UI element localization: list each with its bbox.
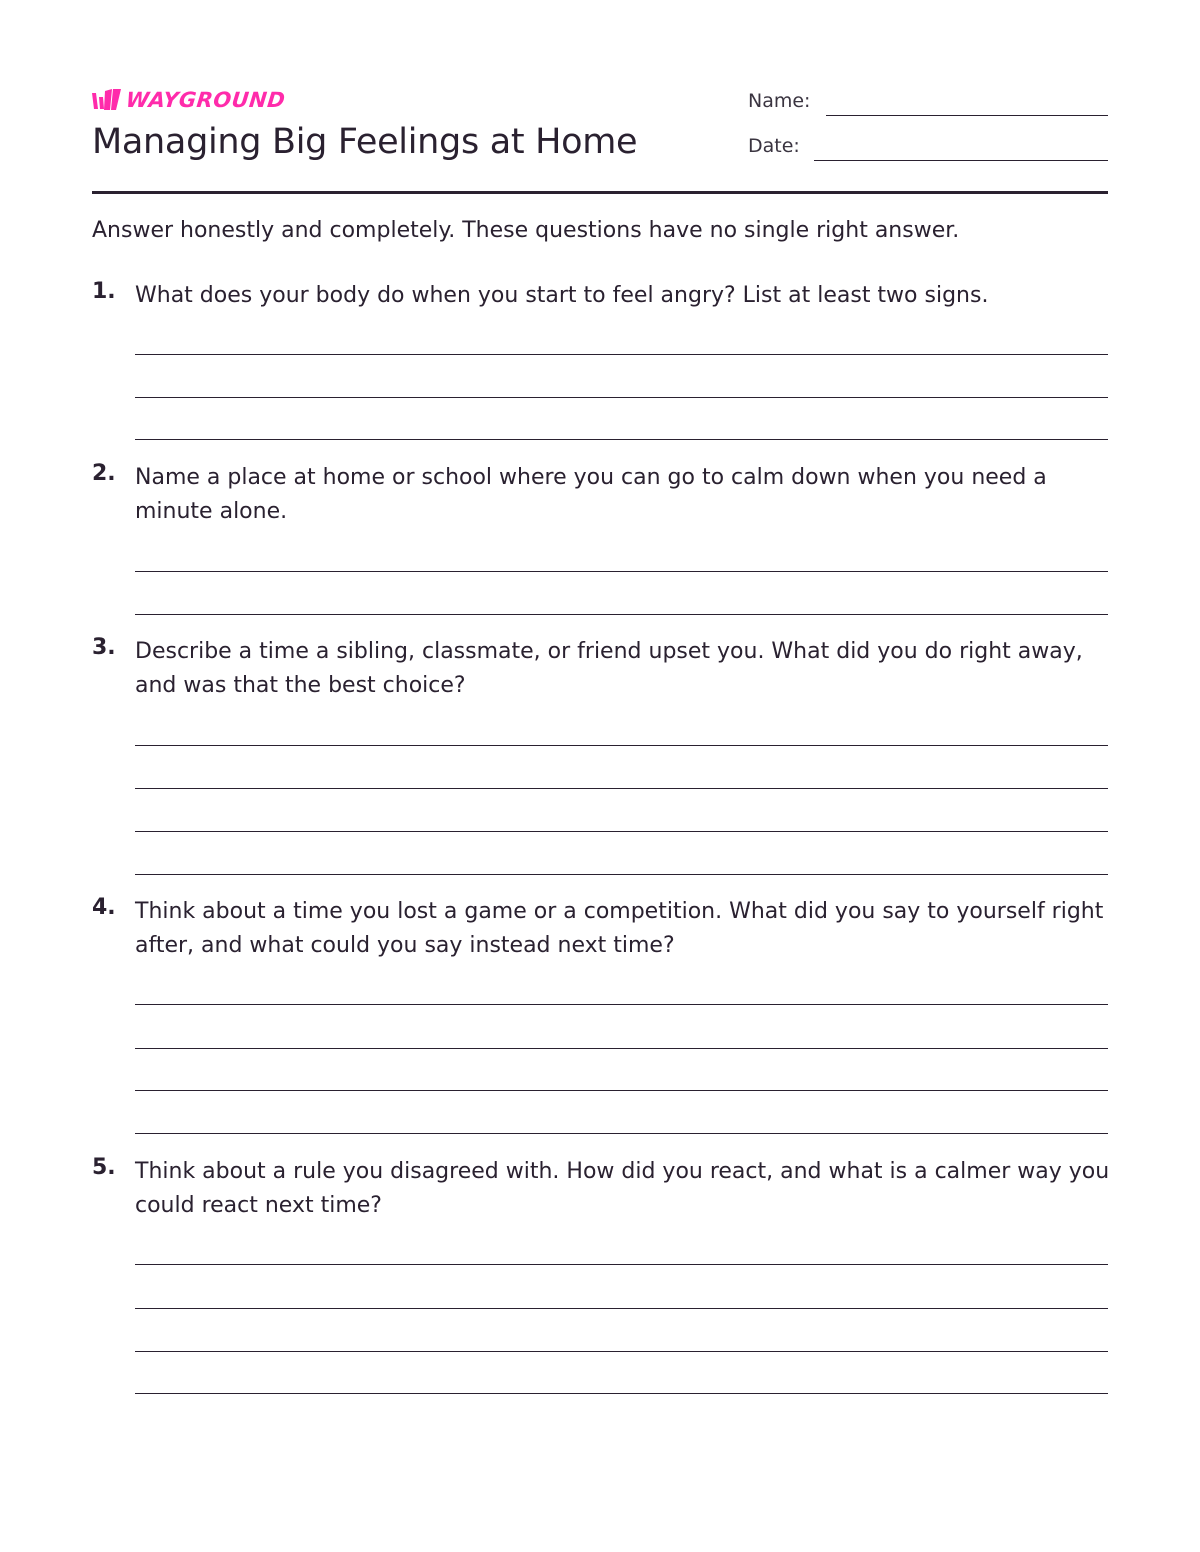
answer-line-q4-4[interactable] bbox=[135, 1133, 1108, 1134]
answer-line-q1-1[interactable] bbox=[135, 354, 1108, 355]
wayground-logo-icon bbox=[92, 89, 122, 111]
name-field[interactable] bbox=[826, 115, 1108, 116]
answer-line-q2-1[interactable] bbox=[135, 571, 1108, 572]
question-number: 2. bbox=[92, 461, 116, 486]
answer-line-q1-2[interactable] bbox=[135, 397, 1108, 398]
question-text: Think about a time you lost a game or a competition. What did you say to yourself right after, and what could you say instead next time? bbox=[135, 899, 1104, 958]
answer-line-q3-1[interactable] bbox=[135, 745, 1108, 746]
question-number: 4. bbox=[92, 895, 116, 920]
wayground-logo bbox=[92, 86, 285, 114]
instructions-text: Answer honestly and completely. These questions have no single right answer. bbox=[92, 218, 960, 243]
name-label: Name: bbox=[748, 90, 811, 112]
question-number: 1. bbox=[92, 279, 116, 304]
date-field[interactable] bbox=[814, 160, 1108, 161]
answer-line-q3-2[interactable] bbox=[135, 788, 1108, 789]
answer-line-q1-3[interactable] bbox=[135, 439, 1108, 440]
answer-line-q2-2[interactable] bbox=[135, 614, 1108, 615]
header-divider bbox=[92, 191, 1108, 194]
answer-line-q3-3[interactable] bbox=[135, 831, 1108, 832]
answer-line-q3-4[interactable] bbox=[135, 874, 1108, 875]
question-text: What does your body do when you start to feel angry? List at least two signs. bbox=[135, 283, 989, 308]
answer-line-q5-1[interactable] bbox=[135, 1264, 1108, 1265]
answer-line-q5-4[interactable] bbox=[135, 1393, 1108, 1394]
answer-line-q5-3[interactable] bbox=[135, 1351, 1108, 1352]
answer-line-q5-2[interactable] bbox=[135, 1308, 1108, 1309]
question-number: 3. bbox=[92, 635, 116, 660]
question-text: Describe a time a sibling, classmate, or friend upset you. What did you do right away, and was that the best choice? bbox=[135, 639, 1083, 698]
date-label: Date: bbox=[748, 135, 800, 157]
question-text: Think about a rule you disagreed with. How did you react, and what is a calmer way you could react next time? bbox=[135, 1159, 1110, 1218]
answer-line-q4-1[interactable] bbox=[135, 1004, 1108, 1005]
worksheet-title: Managing Big Feelings at Home bbox=[92, 122, 638, 162]
question-number: 5. bbox=[92, 1155, 116, 1180]
answer-line-q4-3[interactable] bbox=[135, 1090, 1108, 1091]
answer-line-q4-2[interactable] bbox=[135, 1048, 1108, 1049]
logo-wordmark: WAYGROUND bbox=[124, 88, 287, 112]
question-text: Name a place at home or school where you can go to calm down when you need a minute alone. bbox=[135, 465, 1047, 524]
